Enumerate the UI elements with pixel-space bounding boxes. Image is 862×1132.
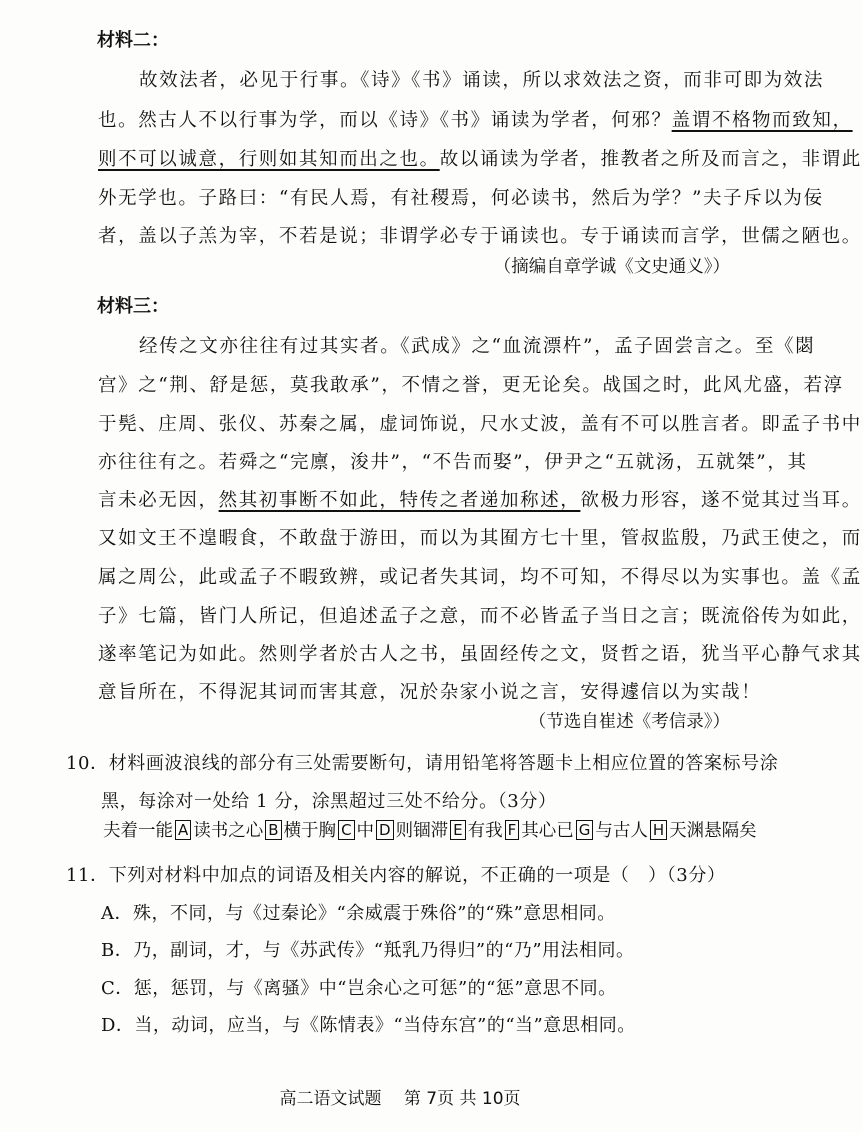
material3-heading: 材料三： — [97, 296, 169, 317]
answer-mark-h[interactable]: H — [650, 820, 667, 840]
underlined-text: 然其初事断不如此，特传之者递加称述， — [218, 490, 581, 511]
answer-mark-d[interactable]: D — [376, 820, 394, 840]
underlined-text: 则不可以诚意，行则如其知而出之也。 — [98, 149, 440, 170]
q11-option-b: B．乃，副词，才，与《苏武传》“羝乳乃得归”的“乃”用法相同。 — [101, 940, 635, 961]
material3-line-5: 言未必无因，然其初事断不如此，特传之者递加称述，欲极力形容，遂不觉其过当耳。 — [98, 490, 862, 511]
material3-line-9: 遂率笔记为如此。然则学者於古人之书，虽固经传之文，贤哲之语，犹当平心静气求其 — [98, 644, 862, 665]
answer-mark-c[interactable]: C — [338, 820, 354, 840]
answer-mark-g[interactable]: G — [576, 820, 594, 840]
q11-option-c: C．惩，惩罚，与《离骚》中“岂余心之可惩”的“惩”意思不同。 — [101, 978, 617, 999]
page-footer: 高二语文试题 第 7页 共 10页 — [279, 1089, 521, 1109]
answer-mark-b[interactable]: B — [265, 820, 281, 840]
q10-stem-line-2: 黑，每涂对一处给 1 分，涂黑超过三处不给分。（3分） — [101, 791, 557, 812]
material3-source: （节选自崔述《考信录》） — [528, 712, 730, 732]
material3-line-3: 于髡、庄周、张仪、苏秦之属，虚词饰说，尺水丈波，盖有不可以胜言者。即孟子书中 — [98, 414, 862, 435]
answer-mark-f[interactable]: F — [505, 820, 520, 840]
material2-line-4: 外无学也。子路曰：“有民人焉，有社稷焉，何必读书，然后为学？”夫子斥以为佞 — [98, 188, 824, 209]
material2-line-1: 故效法者，必见于行事。《诗》《书》诵读，所以求效法之资，而非可即为效法 — [139, 70, 825, 91]
material2-line-2: 也。然古人不以行事为学，而以《诗》《书》诵读为学者，何邪？盖谓不格物而致知， — [98, 110, 853, 131]
material3-line-7: 属之周公，此或孟子不暇致辨，或记者失其词，均不可知，不得尽以为实事也。盖《孟 — [98, 567, 862, 588]
q11-stem: 11．下列对材料中加点的词语及相关内容的解说，不正确的一项是（ ）（3分） — [66, 865, 726, 886]
answer-mark-a[interactable]: A — [175, 820, 191, 840]
q10-sentence: 夫着一能 A 读书之心 B 横于胸 C 中 D 则锢滞 E 有我 F 其心已 G 与古人 H 天渊悬隔矣 — [103, 820, 757, 841]
material3-line-8: 子》七篇，皆门人所记，但追述孟子之意，而不必皆孟子当日之言；既流俗传为如此， — [98, 606, 862, 627]
material3-line-1: 经传之文亦往往有过其实者。《武成》之“血流漂杵”，孟子固尝言之。至《閟 — [139, 336, 816, 357]
material3-line-10: 意旨所在，不得泥其词而害其意，况於杂家小说之言，安得遽信以为实哉！ — [98, 682, 762, 703]
answer-mark-e[interactable]: E — [450, 820, 465, 840]
material2-heading: 材料二： — [97, 30, 169, 51]
material2-line-3: 则不可以诚意，行则如其知而出之也。故以诵读为学者，推教者之所及而言之，非谓此 — [98, 149, 862, 170]
material3-line-4: 亦往往有之。若舜之“完廪，浚井”，“不告而娶”，伊尹之“五就汤，五就桀”，其 — [98, 452, 808, 473]
material3-line-2: 宫》之“荆、舒是惩，莫我敢承”，不情之誉，更无论矣。战国之时，此风尤盛，若淳 — [98, 375, 844, 396]
material2-source: （摘编自章学诚《文史通义》） — [493, 257, 730, 277]
q11-option-d: D．当，动词，应当，与《陈情表》“当侍东宫”的“当”意思相同。 — [101, 1015, 636, 1036]
material3-line-6: 又如文王不遑暇食，不敢盘于游田，而以为其囿方七十里，管叔监殷，乃武王使之，而 — [98, 528, 862, 549]
q11-option-a: A．殊，不同，与《过秦论》“余威震于殊俗”的“殊”意思相同。 — [101, 903, 616, 924]
underlined-text: 盖谓不格物而致知， — [671, 110, 853, 131]
q10-stem-line-1: 10．材料画波浪线的部分有三处需要断句，请用铅笔将答题卡上相应位置的答案标号涂 — [66, 753, 779, 774]
material2-line-5: 者，盖以子羔为宰，不若是说；非谓学必专于诵读也。专于诵读而言学，世儒之陋也。 — [98, 226, 862, 247]
